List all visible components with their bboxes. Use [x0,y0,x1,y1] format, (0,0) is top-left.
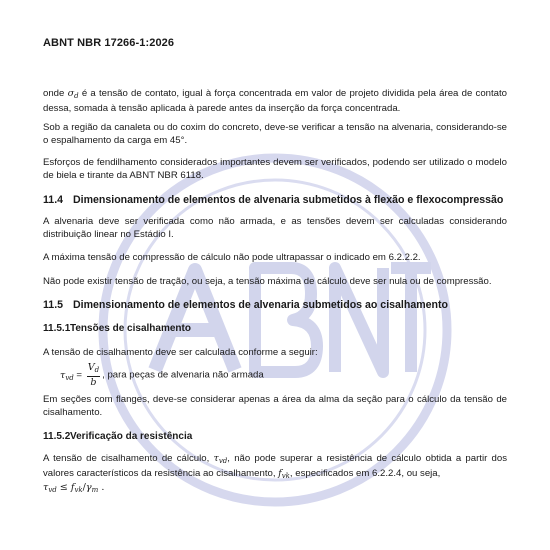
paragraph-11-5-1-flanges: Em seções com flanges, deve-se considerar apenas a área da alma da seção para o cálculo da tensão de cisalhamento. [43,394,507,418]
fraction-denominator: b [90,377,97,388]
slash: / [82,482,86,494]
symbol: f [278,467,282,479]
paragraph-channel-check: Sob a região da canaleta ou do coxim do concreto, deve-se verificar a tensão na alvenaria, considerando-se o espalhamento da carga em 45°. [43,122,507,146]
heading-number: 11.5.1 [43,323,71,334]
tau-symbol [214,453,228,464]
text-run: é a tensão de contato, igual à força concentrada em valor de projeto dividida pela área de contato dessa, somada à tensão aplicada à parede antes da inserção da força concentrada. [43,88,507,114]
text-run: . [98,482,105,494]
fraction-numerator [87,362,100,377]
paragraph-11-4-no-tension: Não pode existir tensão de tração, ou seja, a tensão máxima de cálculo deve ser nula ou de compressão. [43,276,492,287]
formula-shear-stress [60,362,507,388]
symbol-subscript: vd [48,486,57,495]
equals-sign: = [73,369,85,381]
symbol-subscript: vd [218,457,228,465]
heading-title: Dimensionamento de elementos de alvenaria submetidos à flexão e flexocompressão [73,194,504,206]
symbol: σ [67,88,75,99]
heading-number: 11.5.2 [43,431,71,442]
leq-operator: ≤ [56,482,71,494]
heading-number: 11.4 [43,194,64,206]
heading-title: Verificação da resistência [70,431,193,442]
paragraph-contact-stress [43,88,507,115]
sigma-symbol [68,88,79,99]
formula-fraction [87,362,100,388]
symbol-subscript: vk [74,486,83,495]
symbol: τ [213,453,219,464]
heading-title: Tensões de cisalhamento [70,323,191,334]
document-id: ABNT NBR 17266-1:2026 [43,37,175,49]
symbol: V [87,362,95,373]
paragraph-11-4-unreinforced: A alvenaria deve ser verificada como não armada, e as tensões devem ser calculadas considerando distribuição linear no Estádio I. [43,216,507,240]
inequality [43,482,104,493]
text-run: onde [43,88,68,99]
text-run: , especificados em 6.2.2.4, ou seja, [289,467,441,479]
symbol-subscript: d [94,366,100,374]
symbol-subscript: vd [65,373,74,382]
symbol-subscript: m [91,486,99,495]
heading-11-5 [43,299,507,311]
paragraph-11-4-max-compression: A máxima tensão de compressão de cálculo não pode ultrapassar o indicado em 6.2.2.2. [43,252,421,263]
heading-number: 11.5 [43,299,64,311]
heading-title: Dimensionamento de elementos de alvenaria submetidos ao cisalhamento [73,299,449,311]
symbol: τ [60,369,66,381]
symbol-subscript: d [74,92,79,100]
paragraph-11-5-1-intro: A tensão de cisalhamento deve ser calculada conforme a seguir: [43,347,318,358]
paragraph-splitting-forces: Esforços de fendilhamento considerados importantes devem ser verificados, podendo ser utilizado o modelo de biela e tirante da ABNT NBR 6118. [43,157,507,181]
symbol: f [70,482,75,494]
fvk-symbol [278,468,290,479]
symbol: τ [43,482,49,494]
text-run: , não pode superar a resistência de cálculo obtida a partir dos valores característicos da resistência ao cisalhamento, [43,453,508,479]
heading-11-4 [43,194,507,206]
text-run: A tensão de cisalhamento de cálculo, [43,453,214,464]
heading-11-5-2 [43,431,507,442]
symbol: γ [85,482,92,494]
symbol-subscript: vk [281,471,290,480]
paragraph-11-5-2-resistance [43,453,507,497]
heading-11-5-1 [43,323,507,334]
formula-text: , para peças de alvenaria não armada [102,369,264,381]
formula-lhs [60,370,74,381]
